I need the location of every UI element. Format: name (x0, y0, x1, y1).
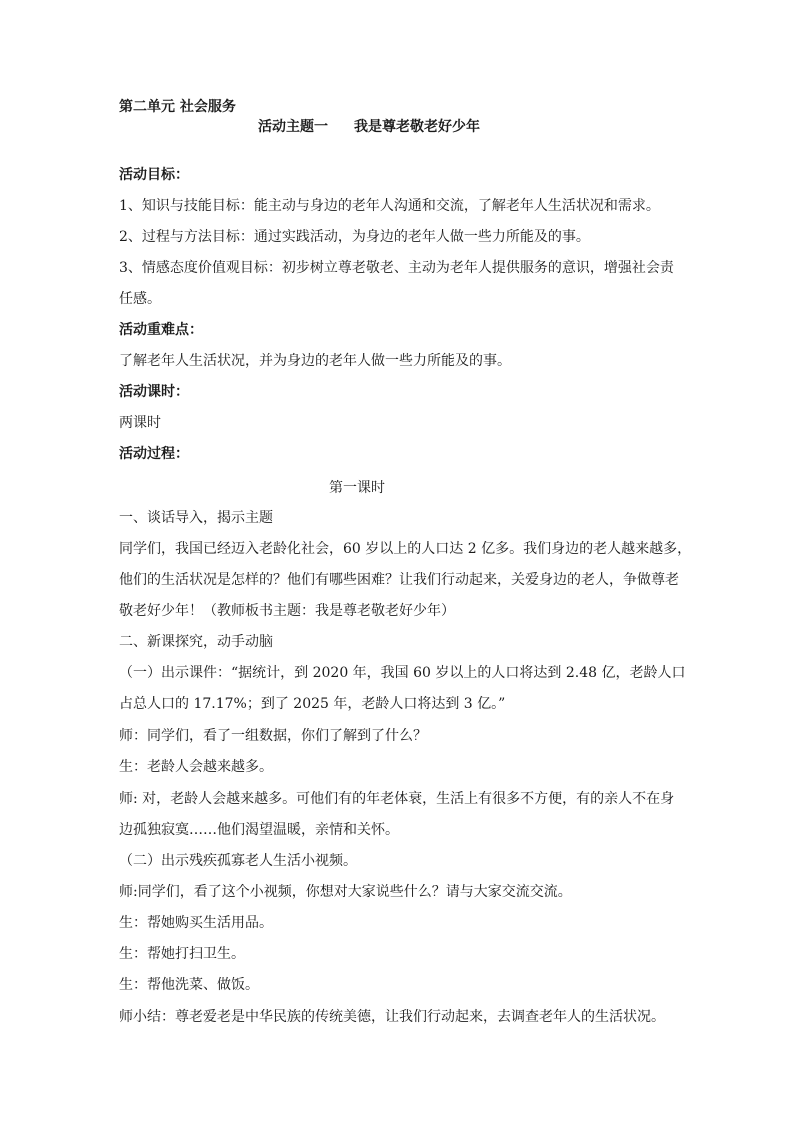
part-1-title: 一、谈话导入，揭示主题 (119, 510, 273, 526)
paragraph-1-line-2: 他们的生活状况是怎样的？他们有哪些困难？让我们行动起来，关爱身边的老人，争做尊老 (119, 572, 679, 588)
hours-text: 两课时 (119, 415, 161, 431)
theme-title (258, 118, 480, 136)
paragraph-3-title: （二）出示残疾孤寡老人生活小视频。 (119, 853, 357, 869)
hours-heading: 活动课时： (119, 384, 189, 400)
dialog-student-3: 生：帮她打扫卫生。 (119, 946, 245, 962)
theme-name: 我是尊老敬老好少年 (354, 119, 480, 135)
goal-3-line-2: 任感。 (119, 291, 161, 307)
dialog-teacher-2-line-1: 师: 对，老龄人会越来越多。可他们有的年老体衰，生活上有很多不方便，有的亲人不在身 (119, 791, 675, 807)
paragraph-2-line-1: （一）出示课件：“据统计，到 2020 年，我国 60 岁以上的人口将达到 2.48 亿，老龄人口 (119, 665, 686, 681)
process-heading: 活动过程： (119, 446, 189, 462)
dialog-teacher-3: 师:同学们，看了这个小视频，你想对大家说些什么？请与大家交流交流。 (119, 884, 572, 900)
paragraph-2-line-2: 占总人口的 17.17%；到了 2025 年，老龄人口将达到 3 亿。” (119, 696, 506, 712)
paragraph-1-line-3: 敬老好少年！（教师板书主题：我是尊老敬老好少年） (119, 603, 455, 619)
dialog-student-4: 生：帮他洗菜、做饭。 (119, 977, 259, 993)
paragraph-1-line-1: 同学们，我国已经迈入老龄化社会，60 岁以上的人口达 2 亿多。我们身边的老人越来越多， (119, 541, 692, 557)
key-points-text: 了解老年人生活状况，并为身边的老年人做一些力所能及的事。 (119, 353, 511, 369)
dialog-teacher-1: 师：同学们，看了一组数据，你们了解到了什么？ (119, 728, 427, 744)
teacher-summary: 师小结：尊老爱老是中华民族的传统美德，让我们行动起来，去调查老年人的生活状况。 (119, 1009, 665, 1025)
part-2-title: 二、新课探究，动手动脑 (119, 634, 273, 650)
goal-3-line-1: 3、情感态度价值观目标：初步树立尊老敬老、主动为老年人提供服务的意识，增强社会责 (119, 260, 674, 276)
dialog-student-1: 生：老龄人会越来越多。 (119, 759, 273, 775)
goals-heading: 活动目标： (119, 167, 189, 183)
goal-1: 1、知识与技能目标：能主动与身边的老年人沟通和交流，了解老年人生活状况和需求。 (119, 198, 660, 214)
unit-title: 第二单元 社会服务 (119, 99, 236, 115)
theme-label: 活动主题一 (258, 119, 328, 135)
lesson-title: 第一课时 (329, 480, 385, 496)
dialog-student-2: 生：帮她购买生活用品。 (119, 915, 273, 931)
dialog-teacher-2-line-2: 边孤独寂寞……他们渴望温暖，亲情和关怀。 (119, 822, 399, 838)
goal-2: 2、过程与方法目标：通过实践活动，为身边的老年人做一些力所能及的事。 (119, 229, 590, 245)
key-points-heading: 活动重难点： (119, 322, 203, 338)
